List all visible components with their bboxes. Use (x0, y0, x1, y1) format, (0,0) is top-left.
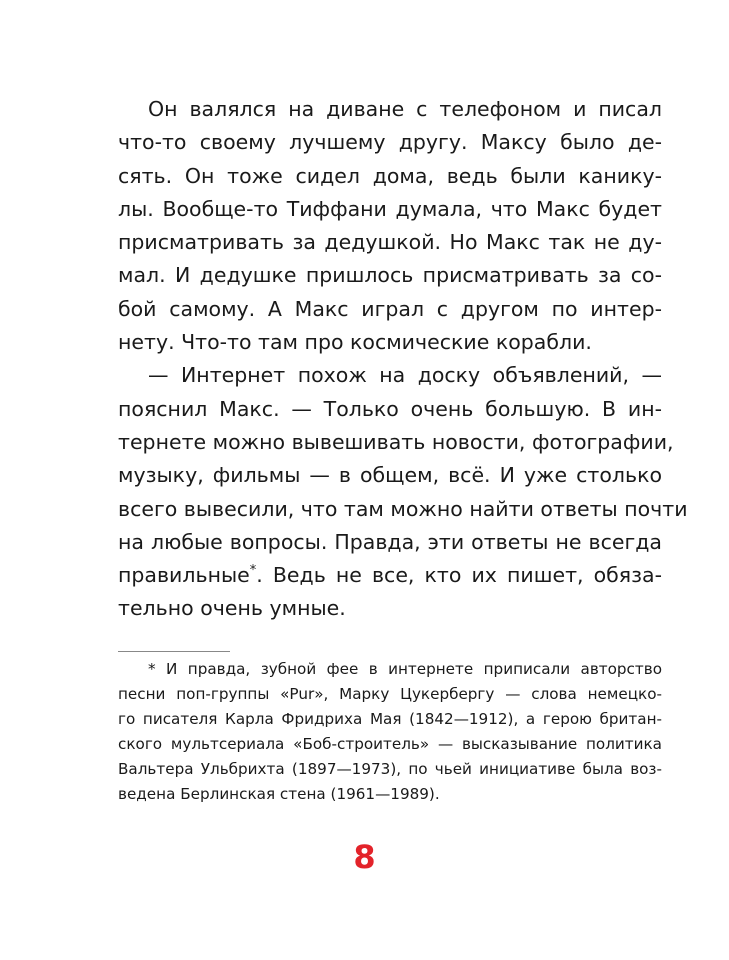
body-text (118, 93, 688, 626)
text-fragment: . Ведь не все, кто их пишет, обяза- (256, 563, 662, 588)
text-line: тернете можно вывешивать новости, фотографии, (118, 429, 674, 454)
footnote-line: го писателя Карла Фридриха Мая (1842—1912), а герою британ- (118, 710, 662, 728)
text-line: всего вывесили, что там можно найти ответы почти (118, 496, 688, 521)
text-line: сять. Он тоже сидел дома, ведь были канику- (118, 163, 662, 188)
text-line: нету. Что-то там про космические корабли. (118, 330, 592, 355)
text-line: мал. И дедушке пришлось присматривать за со- (118, 263, 662, 288)
footnote-marker: * (249, 563, 257, 579)
page-number: 8 (353, 838, 376, 876)
text-line: присматривать за дедушкой. Но Макс так не ду- (118, 230, 662, 255)
footnote-line: песни поп-группы «Pur», Марку Цукербергу — слова немецко- (118, 685, 662, 703)
footnote-line: ского мультсериала «Боб-строитель» — высказывание политика (118, 735, 662, 753)
text-line: бой самому. А Макс играл с другом по интер- (118, 296, 662, 321)
text-line: лы. Вообще-то Тиффани думала, что Макс будет (118, 196, 662, 221)
text-line: что-то своему лучшему другу. Максу было де- (118, 130, 662, 155)
footnote-divider (118, 651, 230, 652)
footnote-line: Вальтера Ульбрихта (1897—1973), по чьей инициативе была воз- (118, 760, 662, 778)
text-line: музыку, фильмы — в общем, всё. И уже столько (118, 463, 662, 488)
text-fragment: правильные (118, 563, 250, 588)
text-line: — Интернет похож на доску объявлений, — (148, 363, 662, 388)
text-line: пояснил Макс. — Только очень большую. В ин- (118, 396, 662, 421)
text-line: тельно очень умные. (118, 596, 346, 621)
text-line: Он валялся на диване с телефоном и писал (148, 97, 662, 121)
footnote-line: ведена Берлинская стена (1961—1989). (118, 785, 440, 803)
text-line-with-footnote (118, 559, 662, 592)
footnote-line: * И правда, зубной фее в интернете приписали авторство (148, 660, 662, 678)
footnote (118, 657, 662, 807)
text-line: на любые вопросы. Правда, эти ответы не всегда (118, 529, 662, 554)
